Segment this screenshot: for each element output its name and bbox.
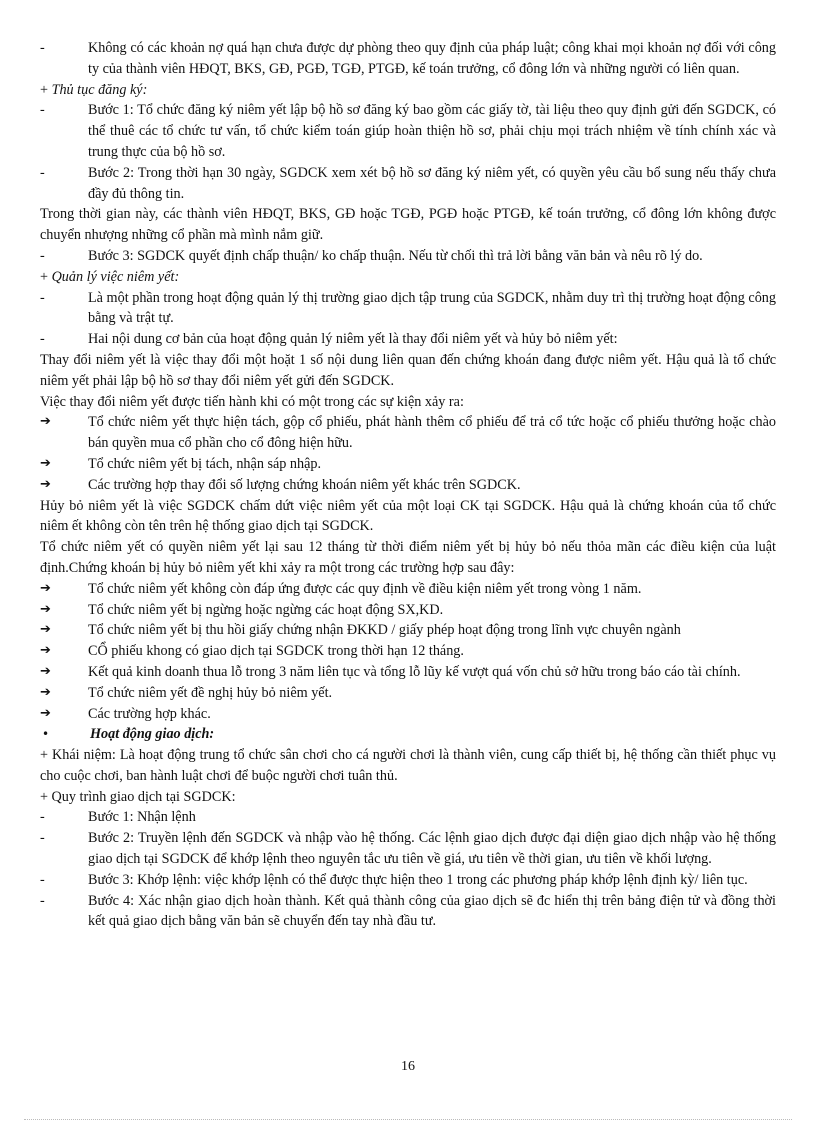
item-text: Là một phần trong hoạt động quản lý thị trường giao dịch tập trung của SGDCK, nhằm duy trì thị trường hoạt động công bằng và trật tự. [88,289,776,327]
arrow-item [40,454,776,475]
dash-item [40,807,776,828]
item-text: Bước 1: Nhận lệnh [88,809,196,826]
item-text: Hai nội dung cơ bản của hoạt động quản lý niêm yết là thay đổi niêm yết và hủy bỏ niêm yết: [88,331,618,348]
item-text: Tổ chức niêm yết bị ngừng hoặc ngừng các hoạt động SX,KD. [88,601,444,618]
arrow-item [40,662,776,683]
paragraph: + Quy trình giao dịch tại SGDCK: [40,788,236,805]
dash-item [40,891,776,933]
arrow-item [40,600,776,621]
page-footer-divider [24,1119,792,1120]
item-text: Tổ chức niêm yết bị tách, nhận sáp nhập. [88,455,322,472]
dash-marker: - [40,289,45,306]
item-text: Hoạt động giao dịch: [90,726,215,743]
right-arrow-icon: ➔ [40,705,51,721]
heading-prefix: + [40,268,52,285]
arrow-item [40,683,776,704]
dash-item [40,828,776,870]
dash-marker: - [40,892,45,909]
right-arrow-icon: ➔ [40,643,51,659]
arrow-item [40,579,776,600]
heading-text: Thủ tục đăng ký: [51,81,148,98]
bullet-heading [40,724,776,745]
item-text: CỔ phiếu khong có giao dịch tại SGDCK trong thời hạn 12 tháng. [88,643,464,660]
right-arrow-icon: ➔ [40,622,51,638]
right-arrow-icon: ➔ [40,580,51,596]
dash-item [40,246,776,267]
arrow-item [40,641,776,662]
section-heading [40,267,776,288]
dash-marker: - [40,164,45,181]
right-arrow-icon: ➔ [40,663,51,679]
dash-marker: - [40,40,45,56]
arrow-item [40,412,776,454]
heading-prefix: + [40,81,52,98]
page-number: 16 [401,1059,415,1074]
section-heading [40,80,776,101]
dash-item [40,288,776,330]
dash-marker: - [40,809,45,826]
paragraph: Thay đổi niêm yết là việc thay đổi một hoặt 1 số nội dung liên quan đến chứng khoán đang được niêm yết. Hậu quả là tổ chức niêm yết phải lập bộ hồ sơ thay đổi niêm yết gửi đến SGDCK. [40,351,776,389]
item-text: Bước 2: Truyền lệnh đến SGDCK và nhập vào hệ thống. Các lệnh giao dịch được đại diện giao dịch nhập vào hệ thống giao dịch tại SGDCK để khớp lệnh theo nguyên tắc ưu tiên về giá, ưu tiên về thời gian, ưu tiên về khối lượng. [88,830,776,868]
document-body [40,38,776,932]
dash-marker: - [40,247,45,264]
item-text: Kết quả kinh doanh thua lỗ trong 3 năm liên tục và tổng lỗ lũy kế vượt quá vốn chủ sở hữu trong báo cáo tài chính. [88,663,741,680]
right-arrow-icon: ➔ [40,414,51,430]
item-text: Bước 3: SGDCK quyết định chấp thuận/ ko chấp thuận. Nếu từ chối thì trả lời bằng văn bản và nêu rõ lý do. [88,247,703,264]
item-text: Bước 4: Xác nhận giao dịch hoàn thành. Kết quả thành công của giao dịch sẽ đc hiển thị trên bảng điện tử và đồng thời kết quả giao dịch bằng văn bản sẽ chuyển đến tay nhà đầu tư. [88,892,776,930]
paragraph: Trong thời gian này, các thành viên HĐQT, BKS, GĐ hoặc TGĐ, PGĐ hoặc PTGĐ, kế toán trưởng, cổ đông lớn không được chuyển nhượng những cổ phần mà mình nắm giữ. [40,206,776,244]
dash-marker: - [40,102,45,119]
arrow-item [40,704,776,725]
arrow-item [40,475,776,496]
item-text: Tổ chức niêm yết không còn đáp ứng được các quy định về điều kiện niêm yết trong vòng 1 năm. [88,580,642,597]
right-arrow-icon: ➔ [40,455,51,471]
right-arrow-icon: ➔ [40,476,51,492]
item-text: Các trường hợp khác. [88,705,211,722]
dash-item [40,329,776,350]
bullet-icon: • [42,727,50,742]
paragraph: + Khái niệm: Là hoạt động trung tổ chức sân chơi cho cá người chơi là thành viên, cung cấp thiết bị, hệ thống cần thiết phục vụ cho cuộc chơi, ban hành luật chơi để buộc người chơi tuân thủ. [40,747,776,784]
dash-item [40,163,776,205]
dash-marker: - [40,871,45,888]
item-text: Các trường hợp thay đổi số lượng chứng khoán niêm yết khác trên SGDCK. [88,476,521,493]
heading-text: Quản lý việc niêm yết: [51,268,180,285]
paragraph: Hủy bỏ niêm yết là việc SGDCK chấm dứt việc niêm yết của một loại CK tại SGDCK. Hậu quả là chứng khoán của tổ chức niêm ết không còn tên trên hệ thống giao dịch tại SGDCK. [40,497,776,535]
arrow-item [40,620,776,641]
item-text: Bước 3: Khớp lệnh: việc khớp lệnh có thể được thực hiện theo 1 trong các phương pháp khớp lệnh định kỳ/ liên tục. [88,871,748,888]
item-text: Không có các khoản nợ quá hạn chưa được dự phòng theo quy định của pháp luật; công khai mọi khoản nợ đối với công ty của thành viên HĐQT, BKS, GĐ, PGĐ, TGĐ, PTGĐ, kế toán trưởng, cổ đông lớn và những người có liên quan. [88,40,776,77]
item-text: Bước 1: Tổ chức đăng ký niêm yết lập bộ hồ sơ đăng ký bao gồm các giấy tờ, tài liệu theo quy định gửi đến SGDCK, có thể thuê các tổ chức tư vấn, tổ chức kiểm toán giúp hoàn thiện hồ sơ, phải chịu mọi trách nhiệm về tính chính xác và trung thực của bộ hồ sơ. [88,102,776,160]
dash-item [40,38,776,80]
item-text: Tổ chức niêm yết bị thu hồi giấy chứng nhận ĐKKD / giấy phép hoạt động trong lĩnh vực chuyên ngành [88,622,681,639]
item-text: Tổ chức niêm yết thực hiện tách, gộp cổ phiếu, phát hành thêm cổ phiếu để trả cổ tức hoặc cổ phiếu thưởng hoặc chào bán quyền mua cổ phần cho cổ đông hiện hữu. [88,414,776,452]
dash-marker: - [40,830,45,847]
dash-marker: - [40,331,45,348]
dash-item [40,870,776,891]
right-arrow-icon: ➔ [40,601,51,617]
paragraph: Tổ chức niêm yết có quyền niêm yết lại sau 12 tháng từ thời điểm niêm yết bị hủy bỏ nếu thỏa mãn các điều kiện của luật định.Chứng khoán bị hủy bỏ niêm yết khi xảy ra một trong các trường hợp sau đây: [40,539,776,576]
item-text: Bước 2: Trong thời hạn 30 ngày, SGDCK xem xét bộ hồ sơ đăng ký niêm yết, có quyền yêu cầu bổ sung nếu thấy chưa đầy đủ thông tin. [88,164,776,202]
right-arrow-icon: ➔ [40,684,51,700]
dash-item [40,100,776,162]
item-text: Tổ chức niêm yết đề nghị hủy bỏ niêm yết. [88,684,333,701]
paragraph: Việc thay đổi niêm yết được tiến hành khi có một trong các sự kiện xảy ra: [40,393,464,410]
